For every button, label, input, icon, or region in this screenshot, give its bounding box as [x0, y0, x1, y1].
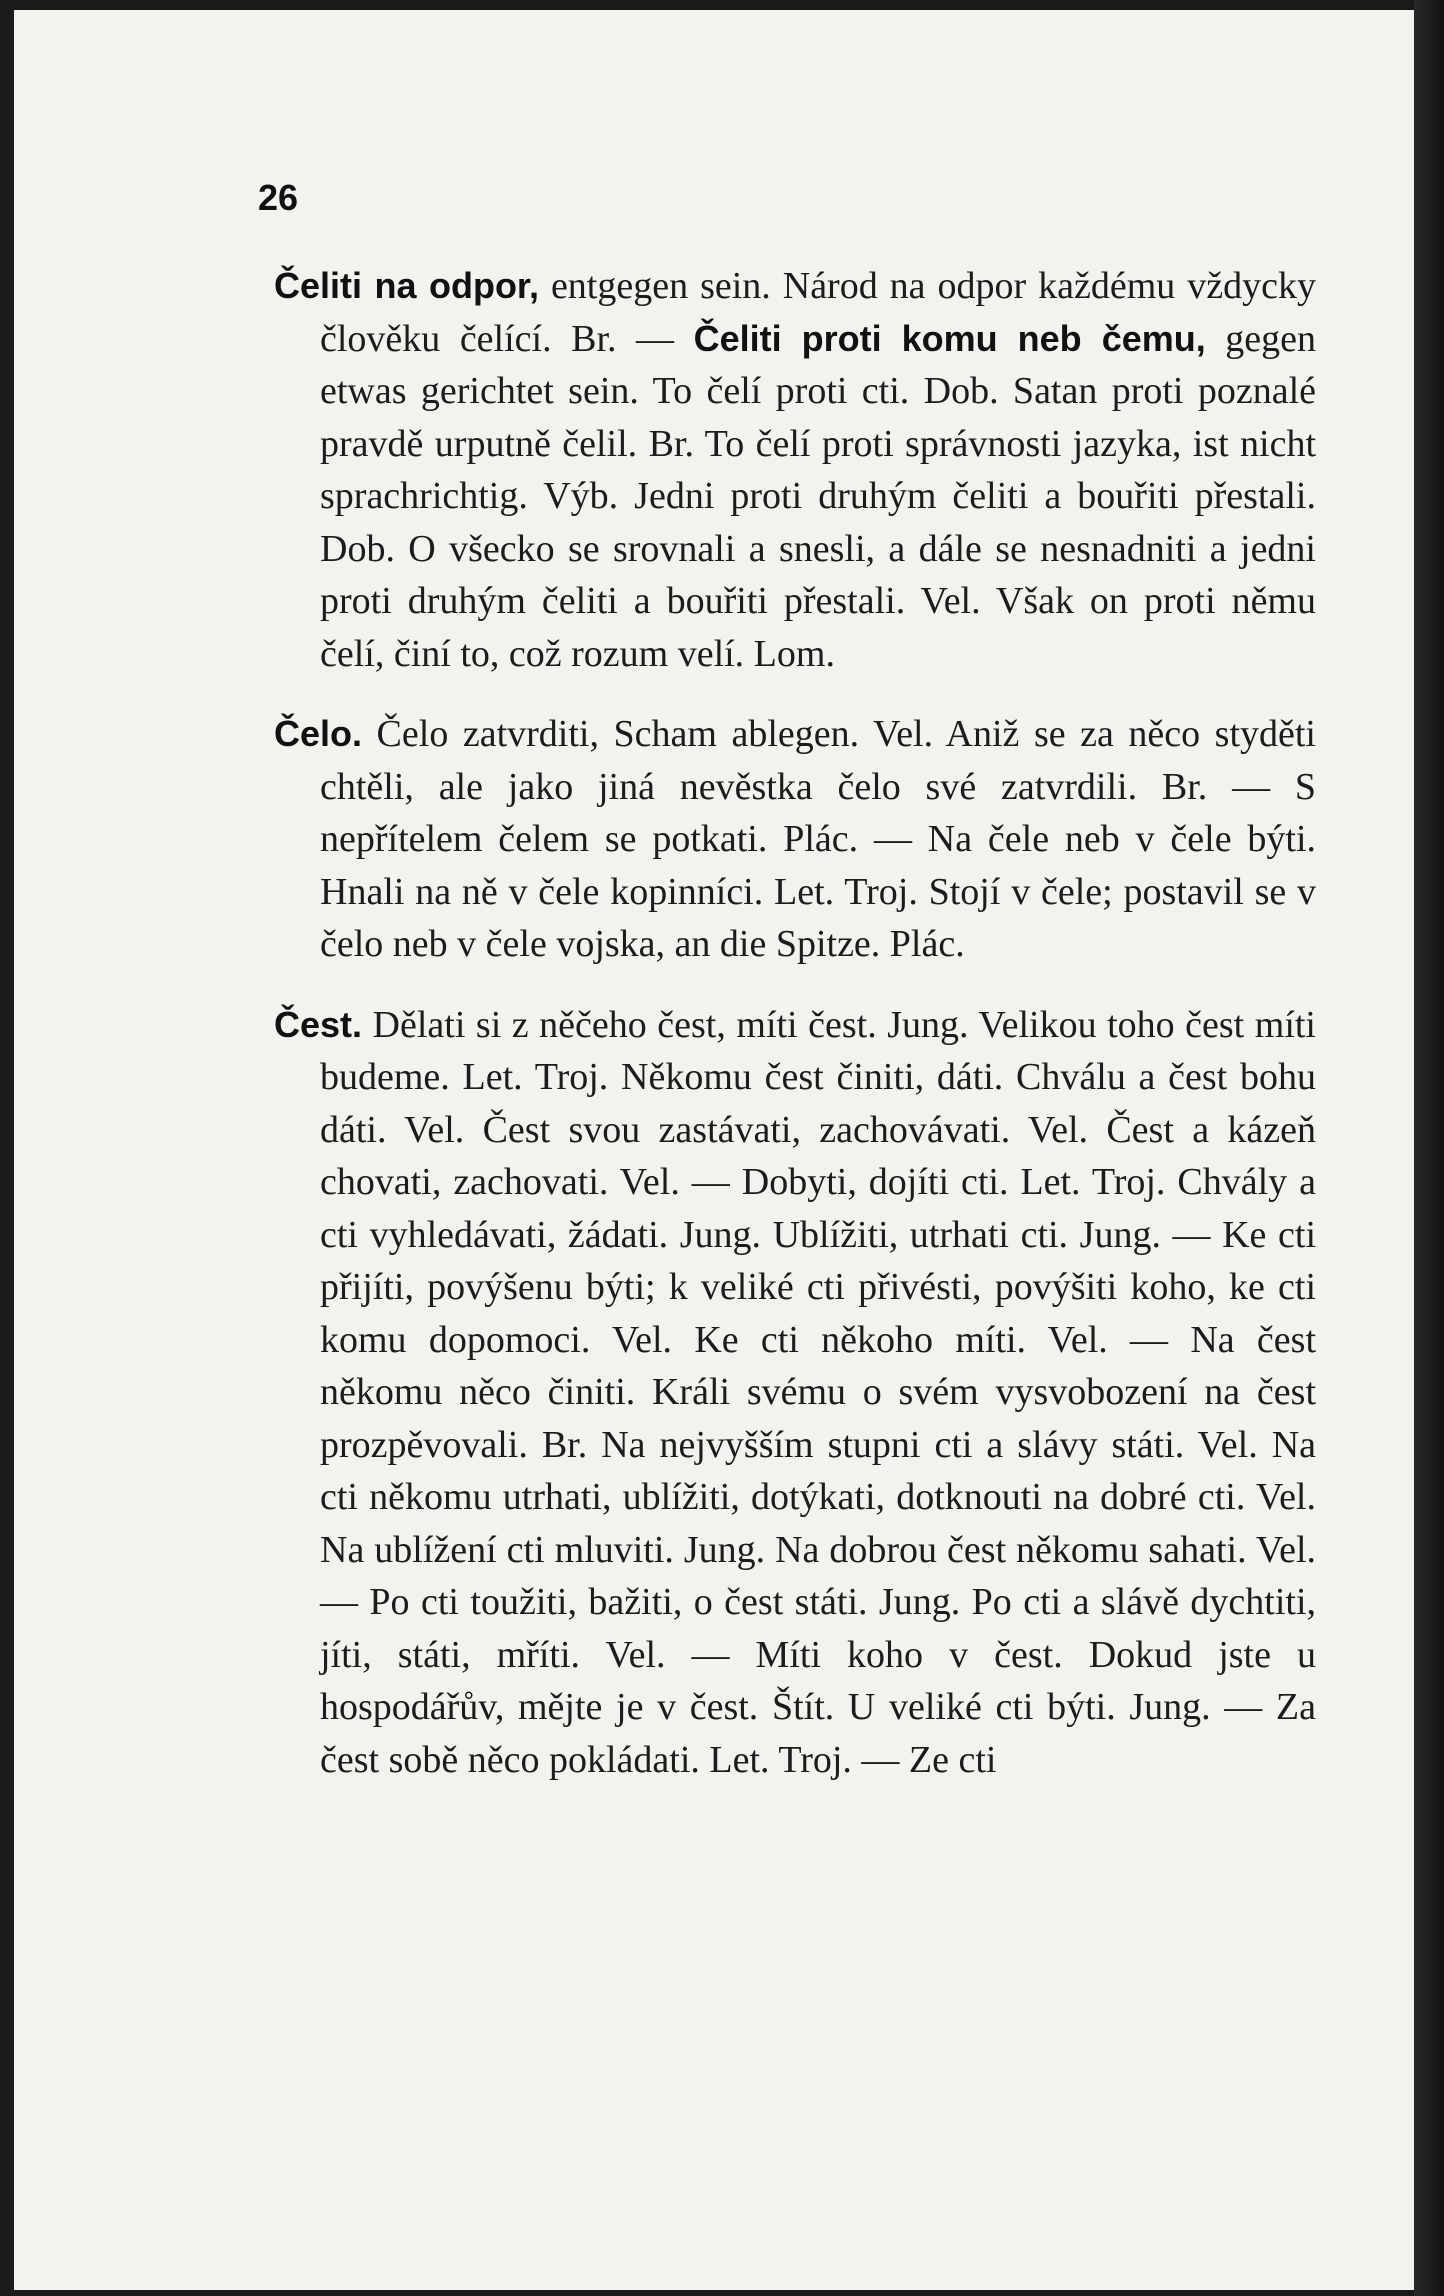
subheadword: Čeliti proti komu neb čemu,	[693, 317, 1206, 359]
book-page	[14, 10, 1414, 2290]
entry-cest	[274, 999, 1316, 1787]
entry-paragraph	[274, 260, 1316, 680]
headword: Čest.	[274, 1003, 363, 1045]
entry-text: entgegen sein. Národ na odpor každému vždycky člověku čelící. Br. —	[320, 265, 1317, 360]
entry-text: gegen etwas gerichtet sein. To čelí proti cti. Dob. Satan proti poznalé pravdě urputně čelil. Br. To čelí proti správnosti jazyka, ist nicht sprachrichtig. Výb. Jedni proti druhým čeliti a bouřiti přestali. Dob. O všecko se srovnali a snesli, a dále se nesnadniti a jedni proti druhým čeliti a bouřiti přestali. Vel. Však on proti němu čelí, činí to, což rozum velí. Lom.	[320, 317, 1317, 675]
entry-paragraph	[274, 708, 1316, 971]
entry-celo	[274, 708, 1316, 971]
dictionary-text	[274, 260, 1316, 1814]
entry-paragraph	[274, 999, 1316, 1787]
entry-text: Čelo zatvrditi, Scham ablegen. Vel. Aniž se za něco styděti chtěli, ale jako jiná nevěstka čelo své zatvrdili. Br. — S nepřítelem čelem se potkati. Plác. — Na čele neb v čele býti. Hnali na ně v čele kopinníci. Let. Troj. Stojí v čele; postavil se v čelo neb v čele vojska, an die Spitze. Plác.	[320, 713, 1316, 965]
headword: Čeliti na odpor,	[274, 265, 539, 306]
entry-celiti	[274, 260, 1316, 680]
page-number: 26	[258, 177, 299, 218]
entry-text: Dělati si z něčeho čest, míti čest. Jung. Velikou toho čest míti budeme. Let. Troj. Někomu čest činiti, dáti. Chválu a čest bohu dáti. Vel. Čest svou zastávati, zachovávati. Vel. Čest a kázeň chovati, zachovati. Vel. — Dobyti, dojíti cti. Let. Troj. Chvály a cti vyhledávati, žádati. Jung. Ublížiti, utrhati cti. Jung. — Ke cti přijíti, povýšenu býti; k veliké cti přivésti, povýšiti koho, ke cti komu dopomoci. Vel. Ke cti někoho míti. Vel. — Na čest někomu něco činiti. Králi svému o svém vysvobození na čest prozpěvovali. Br. Na nejvyšším stupni cti a slávy státi. Vel. Na cti někomu utrhati, ublížiti, dotýkati, dotknouti na dobré cti. Vel. Na ublížení cti mluviti. Jung. Na dobrou čest někomu sahati. Vel. — Po cti toužiti, bažiti, o čest státi. Jung. Po cti a slávě dychtiti, jíti, státi, mříti. Vel. — Míti koho v čest. Dokud jste u hospodářův, mějte je v čest. Štít. U veliké cti býti. Jung. — Za čest sobě něco pokládati. Let. Troj. — Ze cti	[320, 1003, 1316, 1781]
page-edge-shadow	[1414, 0, 1444, 2296]
headword: Čelo.	[274, 713, 363, 754]
